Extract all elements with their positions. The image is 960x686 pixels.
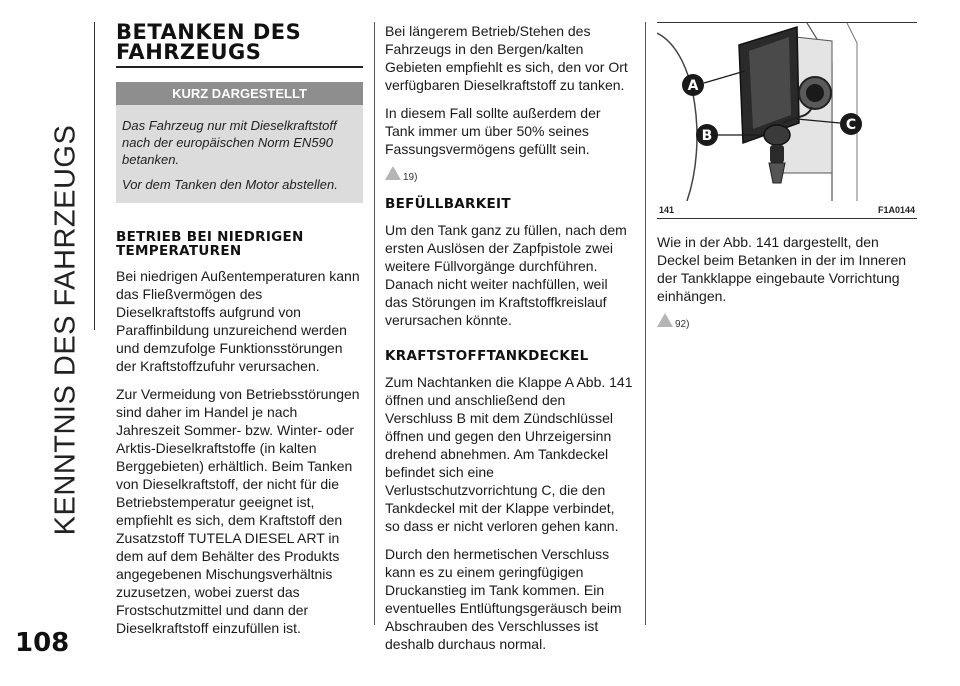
column-2 — [385, 22, 633, 663]
label-b: B — [701, 128, 713, 144]
label-a: A — [687, 78, 699, 94]
sidebar-rule — [94, 22, 95, 330]
section-title-filling: BEFÜLLBARKEIT — [385, 196, 511, 212]
column-divider — [374, 22, 375, 625]
page-title: BETANKEN DES FAHRZEUGS — [116, 20, 302, 64]
title-rule — [116, 66, 363, 68]
summary-header: KURZ DARGESTELLT — [116, 82, 363, 105]
body-paragraph: Bei längerem Betrieb/Stehen des Fahrzeugs in den Bergen/kalten Gebieten empfiehlt es sich, den vor Ort verfügbaren Dieselkraftstoff zu tanken. — [385, 23, 628, 93]
body-paragraph: Wie in der Abb. 141 dargestellt, den Deckel beim Betanken in der im Inneren der Tankklappe eingebaute Vorrichtung einhängen. — [657, 234, 907, 304]
chapter-title: KENNTNIS DES FAHRZEUGS — [49, 124, 82, 536]
warning-reference — [385, 166, 633, 183]
label-c: C — [845, 117, 857, 133]
summary-paragraph: Vor dem Tanken den Motor abstellen. — [122, 177, 338, 192]
section-title-low-temperature: BETRIEB BEI NIEDRIGEN TEMPERATUREN — [116, 229, 304, 259]
figure-caption — [657, 201, 917, 219]
body-paragraph: Durch den hermetischen Verschluss kann es zu einem geringfügigen Druckanstieg im Tank kommen. Ein eventuelles Entlüftungsgeräusch beim Abschrauben des Verschlusses ist deshalb durchaus normal. — [385, 546, 622, 652]
body-paragraph: In diesem Fall sollte außerdem der Tank immer um über 50% seines Fassungsvermögens gefüllt sein. — [385, 105, 601, 157]
summary-box — [116, 82, 363, 203]
body-paragraph: Um den Tank ganz zu füllen, nach dem ersten Auslösen der Zapfpistole zwei weitere Füllvorgänge durchführen. Danach nicht weiter nachfüllen, weil das Störungen im Kraftstoffkreislauf verursachen könnte. — [385, 222, 627, 328]
figure-code: F1A0144 — [877, 205, 915, 215]
section-title-fuel-cap: KRAFTSTOFFTANKDECKEL — [385, 348, 589, 364]
figure-fuel-flap — [657, 23, 917, 201]
warning-ref-number: 92) — [675, 319, 690, 330]
warning-icon — [385, 166, 401, 180]
warning-icon — [657, 313, 673, 327]
warning-ref-number: 19) — [403, 172, 418, 183]
figure-number: 141 — [659, 205, 675, 215]
column-3 — [657, 22, 917, 340]
fuel-flap-illustration — [657, 23, 917, 201]
summary-paragraph: Das Fahrzeug nur mit Dieselkraftstoff nach der europäischen Norm EN590 betanken. — [122, 118, 337, 167]
warning-reference — [657, 313, 917, 330]
body-paragraph: Zur Vermeidung von Betriebsstörungen sind daher im Handel je nach Jahreszeit Sommer- bzw. Winter- oder Arktis-Dieselkraftstoffe (in kalten Berggebieten) erhältlich. Beim Tanken von Dieselkraftstoff, der nicht für die Betriebstemperatur geeignet ist, empfiehlt es sich, dem Kraftstoff den Zusatzstoff TUTELA DIESEL ART in dem auf dem Behälter des Produkts angegebenen Mischungsverhältnis zuzusetzen, wobei zuerst das Frostschutzmittel und dann der Dieselkraftstoff einzufüllen ist. — [116, 386, 360, 636]
column-1 — [116, 22, 363, 647]
body-paragraph: Zum Nachtanken die Klappe A Abb. 141 öffnen und anschließend den Verschluss B mit dem Zündschlüssel öffnen und gegen den Uhrzeigersinn drehend abnehmen. Am Tankdeckel befindet sich eine Verlustschutzvorrichtung C, die den Tankdeckel mit der Klappe verbindet, so dass er nicht verloren gehen kann. — [385, 374, 633, 534]
body-paragraph: Bei niedrigen Außentemperaturen kann das Fließvermögen des Dieselkraftstoffs aufgrund von Paraffinbildung unzureichend werden und demzufolge Funktionsstörungen der Kraftstoffzufuhr verursachen. — [116, 268, 360, 374]
column-divider — [645, 22, 646, 625]
page-number: 108 — [15, 628, 70, 658]
